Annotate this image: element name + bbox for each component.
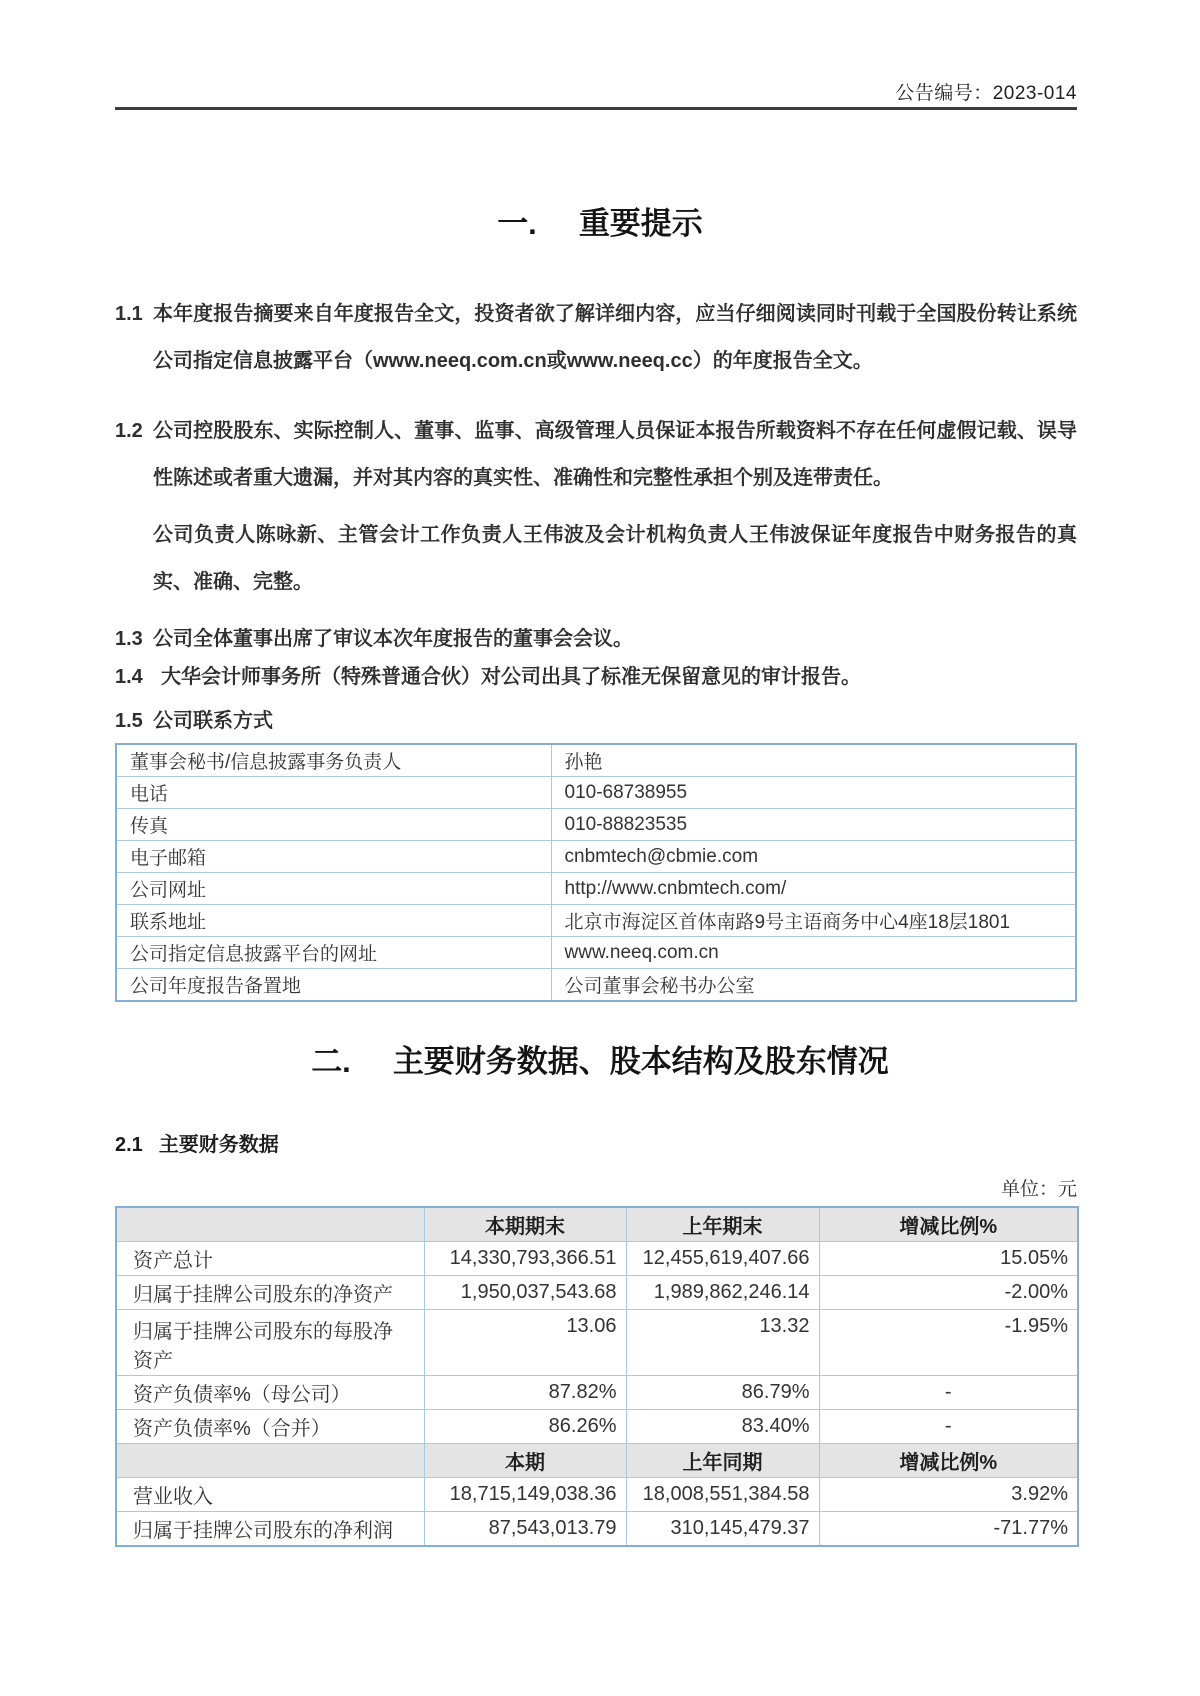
contact-value: 孙艳 (551, 744, 1076, 777)
subsection-number: 2.1 (115, 1134, 143, 1156)
finance-row-debt-ratio-consolidated (116, 1410, 1078, 1444)
item-text: 大华会计师事务所（特殊普通合伙）对公司出具了标准无保留意见的审计报告。 (161, 666, 861, 688)
contact-row (116, 744, 1076, 777)
item-number: 1.1 (115, 303, 143, 325)
contact-label: 公司网址 (116, 873, 551, 905)
finance-current-value: 87.82% (424, 1376, 626, 1410)
finance-row-label: 资产负债率%（母公司） (116, 1376, 424, 1410)
header-cell-empty (116, 1207, 424, 1242)
header-rule (115, 107, 1077, 110)
finance-current-value: 13.06 (424, 1310, 626, 1376)
finance-current-value: 86.26% (424, 1410, 626, 1444)
contact-value: 010-88823535 (551, 809, 1076, 841)
item-text: 公司联系方式 (153, 710, 273, 732)
finance-row-label: 资产负债率%（合并） (116, 1410, 424, 1444)
item-text: 本年度报告摘要来自年度报告全文，投资者欲了解详细内容，应当仔细阅读同时刊载于全国股份转让系统公司指定信息披露平台（www.neeq.com.cn或www.neeq.cc）的年度报告全文。 (153, 303, 1077, 372)
contact-value: cnbmtech@cbmie.com (551, 841, 1076, 873)
section1-title (0, 198, 1200, 243)
finance-header-row-balance (116, 1207, 1078, 1242)
header-cell-change-ratio: 增减比例% (819, 1444, 1078, 1478)
contact-label: 董事会秘书/信息披露事务负责人 (116, 744, 551, 777)
finance-row-label: 资产总计 (116, 1242, 424, 1276)
item-number: 1.3 (115, 628, 143, 650)
finance-change-value: - (819, 1410, 1078, 1444)
finance-current-value: 87,543,013.79 (424, 1512, 626, 1547)
finance-prior-value: 83.40% (626, 1410, 819, 1444)
subsection-2-1-heading (115, 1128, 279, 1157)
finance-current-value: 1,950,037,543.68 (424, 1276, 626, 1310)
header-cell-current-period: 本期 (424, 1444, 626, 1478)
contact-row (116, 777, 1076, 809)
financial-data-table (115, 1206, 1079, 1547)
finance-row-net-profit (116, 1512, 1078, 1547)
finance-prior-value: 1,989,862,246.14 (626, 1276, 819, 1310)
announcement-number: 公告编号：2023-014 (895, 83, 1077, 104)
contact-row (116, 873, 1076, 905)
contact-row (116, 809, 1076, 841)
item-1-1 (115, 291, 1077, 385)
finance-prior-value: 13.32 (626, 1310, 819, 1376)
finance-row-net-assets-per-share (116, 1310, 1078, 1376)
item-1-5 (115, 698, 1077, 745)
contact-value: www.neeq.com.cn (551, 937, 1076, 969)
contact-row (116, 905, 1076, 937)
finance-change-value: -1.95% (819, 1310, 1078, 1376)
finance-change-value: 15.05% (819, 1242, 1078, 1276)
finance-row-label: 营业收入 (116, 1478, 424, 1512)
finance-change-value: 3.92% (819, 1478, 1078, 1512)
item-1-4 (115, 654, 1077, 701)
section2-title-text: 主要财务数据、股本结构及股东情况 (392, 1044, 889, 1079)
header-cell-prior-period: 上年同期 (626, 1444, 819, 1478)
finance-change-value: -71.77% (819, 1512, 1078, 1547)
finance-row-label: 归属于挂牌公司股东的净资产 (116, 1276, 424, 1310)
item-text: 公司全体董事出席了审议本次年度报告的董事会会议。 (153, 628, 633, 650)
contact-value: 北京市海淀区首体南路9号主语商务中心4座18层1801 (551, 905, 1076, 937)
item-number: 1.4 (115, 666, 143, 688)
section2-title (0, 1036, 1200, 1081)
finance-header-row-income (116, 1444, 1078, 1478)
contact-info-table (115, 743, 1077, 1002)
contact-row (116, 841, 1076, 873)
finance-row-label: 归属于挂牌公司股东的净利润 (116, 1512, 424, 1547)
header-cell-prior-year-end: 上年期末 (626, 1207, 819, 1242)
item-number: 1.5 (115, 710, 143, 732)
contact-row (116, 969, 1076, 1002)
finance-row-debt-ratio-parent (116, 1376, 1078, 1410)
finance-row-operating-revenue (116, 1478, 1078, 1512)
contact-label: 公司指定信息披露平台的网址 (116, 937, 551, 969)
unit-note: 单位：元 (1000, 1179, 1077, 1200)
subsection-title: 主要财务数据 (158, 1134, 279, 1156)
finance-row-label: 归属于挂牌公司股东的每股净资产 (116, 1310, 424, 1376)
section1-title-number: 一. (497, 206, 537, 241)
section1-title-text: 重要提示 (578, 206, 703, 241)
contact-value: 010-68738955 (551, 777, 1076, 809)
contact-label: 电子邮箱 (116, 841, 551, 873)
finance-current-value: 18,715,149,038.36 (424, 1478, 626, 1512)
item-1-2-continuation (115, 512, 1077, 606)
finance-current-value: 14,330,793,366.51 (424, 1242, 626, 1276)
finance-change-value: -2.00% (819, 1276, 1078, 1310)
item-1-2 (115, 408, 1077, 502)
item-text: 公司负责人陈咏新、主管会计工作负责人王伟波及会计机构负责人王伟波保证年度报告中财务报告的真实、准确、完整。 (153, 524, 1077, 593)
item-text: 公司控股股东、实际控制人、董事、监事、高级管理人员保证本报告所载资料不存在任何虚假记载、误导性陈述或者重大遗漏，并对其内容的真实性、准确性和完整性承担个别及连带责任。 (153, 420, 1077, 489)
finance-prior-value: 18,008,551,384.58 (626, 1478, 819, 1512)
contact-label: 公司年度报告备置地 (116, 969, 551, 1002)
finance-row-total-assets (116, 1242, 1078, 1276)
finance-prior-value: 86.79% (626, 1376, 819, 1410)
contact-value: http://www.cnbmtech.com/ (551, 873, 1076, 905)
finance-prior-value: 310,145,479.37 (626, 1512, 819, 1547)
contact-value: 公司董事会秘书办公室 (551, 969, 1076, 1002)
header-cell-empty (116, 1444, 424, 1478)
section2-title-number: 二. (311, 1044, 351, 1079)
finance-prior-value: 12,455,619,407.66 (626, 1242, 819, 1276)
contact-label: 电话 (116, 777, 551, 809)
finance-change-value: - (819, 1376, 1078, 1410)
header-cell-current-period-end: 本期期末 (424, 1207, 626, 1242)
finance-row-net-assets (116, 1276, 1078, 1310)
header-cell-change-ratio: 增减比例% (819, 1207, 1078, 1242)
contact-label: 传真 (116, 809, 551, 841)
contact-label: 联系地址 (116, 905, 551, 937)
item-number: 1.2 (115, 420, 143, 442)
contact-row (116, 937, 1076, 969)
